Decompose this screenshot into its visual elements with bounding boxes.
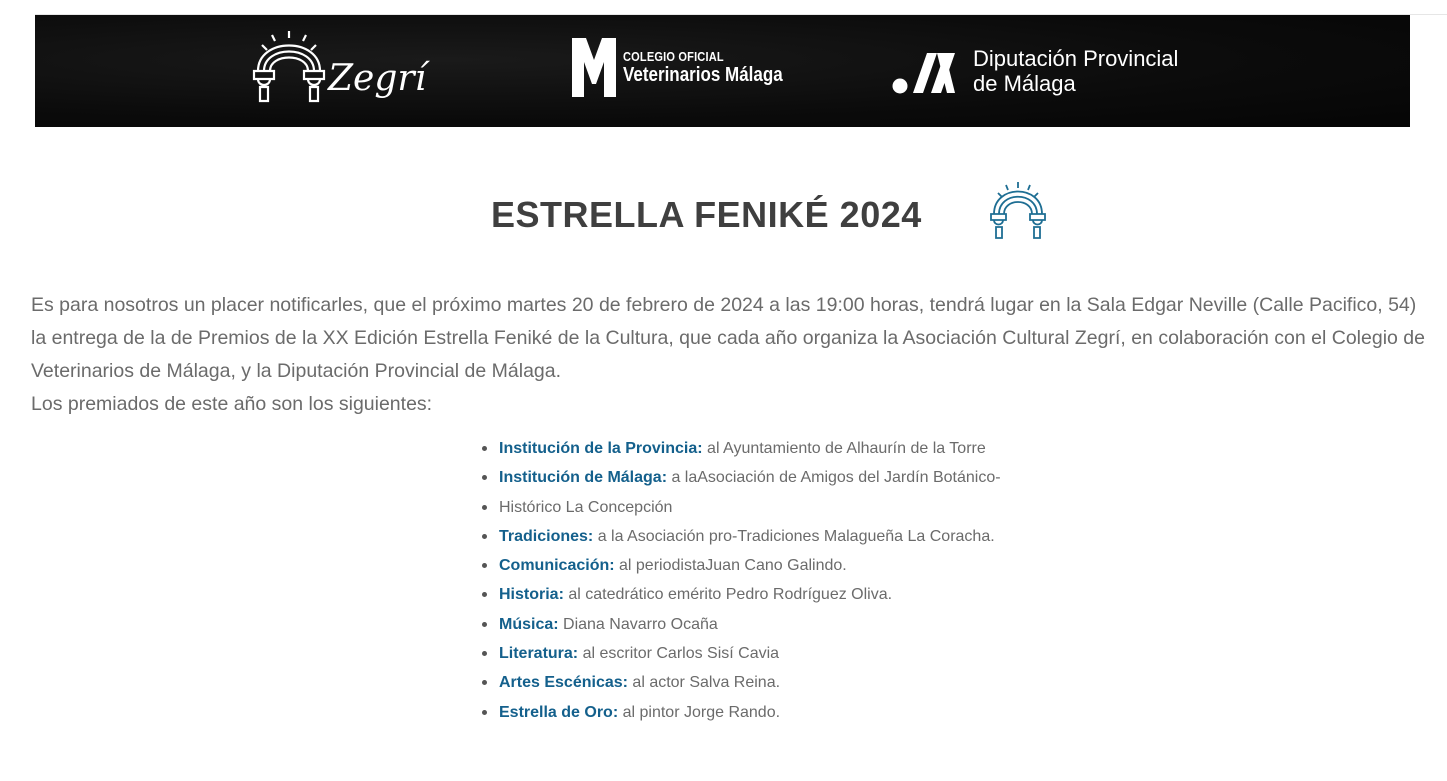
list-item — [480, 698, 1140, 727]
award-recipient: al periodistaJuan Cano Galindo. — [614, 557, 847, 575]
diputacion-logo[interactable] — [889, 46, 1178, 97]
award-category: Tradiciones: — [499, 527, 594, 545]
arch-icon — [987, 174, 1049, 242]
diputacion-mark-icon — [889, 47, 963, 95]
awards-list — [480, 434, 1140, 727]
award-recipient: al actor Salva Reina. — [627, 674, 781, 692]
list-item — [480, 434, 1140, 463]
intro-lead: Los premiados de este año son los siguientes: — [31, 393, 433, 415]
colegio-logo-line2: Veterinarios Málaga — [623, 64, 783, 86]
award-recipient: a laAsociación de Amigos del Jardín Botánico- — [667, 469, 1001, 487]
arch-icon — [248, 19, 330, 111]
colegio-logo-line1: COLEGIO OFICIAL — [623, 49, 724, 64]
diputacion-logo-line2: de Málaga — [973, 71, 1076, 97]
list-item — [480, 493, 1140, 522]
m-logo-icon — [572, 38, 616, 97]
diputacion-logo-line1: Diputación Provincial — [973, 46, 1179, 71]
award-recipient: Diana Navarro Ocaña — [558, 615, 718, 633]
page-title: ESTRELLA FENIKÉ 2024 — [491, 194, 922, 235]
list-item — [480, 639, 1140, 668]
award-recipient: al Ayuntamiento de Alhaurín de la Torre — [702, 440, 986, 457]
award-recipient: al catedrático emérito Pedro Rodríguez Oliva. — [563, 586, 893, 604]
award-category: Artes Escénicas: — [499, 674, 628, 692]
list-item — [480, 522, 1140, 551]
award-category: Música: — [499, 615, 559, 633]
award-category: Institución de Málaga: — [499, 469, 668, 487]
award-recipient: al escritor Carlos Sisí Cavia — [578, 645, 780, 663]
intro-text — [31, 289, 1426, 421]
award-recipient: Histórico La Concepción — [499, 498, 673, 516]
award-category: Institución de la Provincia: — [499, 440, 703, 457]
list-item — [480, 580, 1140, 609]
list-item — [480, 551, 1140, 580]
award-category: Literatura: — [499, 645, 579, 663]
zegri-logo-text: Zegrí — [328, 57, 427, 99]
list-item — [480, 610, 1140, 639]
award-category: Estrella de Oro: — [499, 703, 619, 721]
list-item — [480, 463, 1140, 492]
list-item — [480, 668, 1140, 697]
award-recipient: al pintor Jorge Rando. — [618, 703, 781, 721]
award-recipient: a la Asociación pro-Tradiciones Malagueña La Coracha. — [593, 527, 995, 545]
zegri-logo[interactable] — [248, 19, 426, 111]
heading-row — [0, 170, 1447, 260]
award-category: Historia: — [499, 586, 564, 604]
award-category: Comunicación: — [499, 557, 615, 575]
intro-paragraph: Es para nosotros un placer notificarles, que el próximo martes 20 de febrero de 2024 a las 19:00 horas, tendrá lugar en la Sala Edgar Neville (Calle Pacifico, 54) la entrega de la de Premios de la XX Edición Estrella Feniké de la Cultura, que cada año organiza la Asociación Cultural Zegrí, en colaboración con el Colegio de Veterinarios de Málaga, y la Diputación Provincial de Málaga. — [31, 294, 1425, 382]
sponsor-banner — [35, 15, 1410, 127]
colegio-veterinarios-logo[interactable] — [572, 38, 811, 97]
